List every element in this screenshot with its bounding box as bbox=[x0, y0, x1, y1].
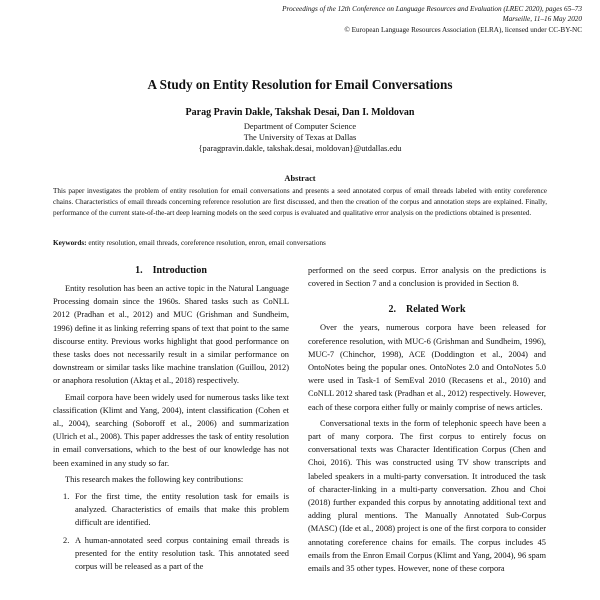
proceedings-line: Proceedings of the 12th Conference on Language Resources and Evaluation (LREC 2020), pages 65–73 bbox=[282, 5, 582, 13]
affiliation-department: Department of Computer Science bbox=[243, 122, 357, 131]
contributions-list bbox=[53, 490, 289, 573]
paper-title: A Study on Entity Resolution for Email Conversations bbox=[147, 77, 453, 92]
left-column bbox=[53, 264, 289, 573]
related-paragraph: Conversational texts in the form of telephonic speech have been a part of many corpora. The first corpus to entirely focus on conversational texts was Character Identification Corpus (Chen and Choi, 2016). This was constructed using TV show transcripts and labeled speakers in a multi-party conversation. It introduced the task of character-linking in a multi-party conversation. Zhou and Choi (2018) further expanded this corpus by annotating additional text and adding plural mentions. The Manually Annotated Sub-Corpus (MASC) (Ide et al., 2008) project is one of the first corpora to consider annotating coreference chains for emails. The corpus includes 45 emails from the Enron Email Corpus (Klimt and Yang, 2004), 96 spam emails and 35 other types. However, none of these corpora bbox=[308, 418, 546, 574]
list-number: 1. bbox=[63, 492, 70, 502]
intro-paragraph: Entity resolution has been an active topic in the Natural Language Processing domain since the 1960s. Shared tasks such as CoNLL 2012 (Pradhan et al., 2012) and MUC (Grishman and Sundheim, 1996) define it as linking referring spans of text that point to the same discourse entity. Previous works highlight that good performance on these tasks does not necessarily result in a similar performance on downstream or similar tasks like machine translation (Guillou, 2012) or anaphora resolution (Aktaş et al., 2018) respectively. bbox=[53, 284, 289, 386]
list-number: 2. bbox=[63, 535, 70, 545]
abstract-heading: Abstract bbox=[284, 174, 316, 183]
affiliation-emails: {paragpravin.dakle, takshak.desai, moldovan}@utdallas.edu bbox=[198, 144, 402, 153]
list-item-text: For the first time, the entity resolution task for emails is analyzed. Characteristics of emails that make this problem difficult are identified. bbox=[75, 492, 289, 528]
keywords-label: Keywords: bbox=[53, 239, 87, 247]
keywords bbox=[53, 238, 547, 249]
list-item bbox=[53, 490, 289, 530]
right-column bbox=[308, 264, 546, 578]
introduction-heading: 1. Introduction bbox=[135, 265, 207, 276]
list-item bbox=[53, 534, 289, 574]
intro-paragraph: This research makes the following key contributions: bbox=[65, 474, 244, 484]
continuation-paragraph: performed on the seed corpus. Error analysis on the predictions is covered in Section 7 and a conclusion is provided in Section 8. bbox=[308, 266, 546, 289]
intro-paragraph: Email corpora have been widely used for numerous tasks like text classification (Klimt and Yang, 2004), intent classification (Cohen et al., 2004), searching (Soboroff et al., 2006) and summarization (Ulrich et al., 2008). This paper addresses the task of entity resolution in email conversations, which to the best of our knowledge has not been examined in any study so far. bbox=[53, 392, 289, 468]
abstract-text: This paper investigates the problem of entity resolution for email conversations and presents a seed annotated corpus of email threads labeled with entity coreference chains. Characteristics of email threads concerning reference resolution are first discussed, and then the creation of the corpus and annotation steps are explained. Finally, performance of the current state-of-the-art deep learning models on the seed corpus is evaluated and qualitative error analysis on the predictions obtained is presented. bbox=[53, 187, 547, 218]
paper-authors: Parag Pravin Dakle, Takshak Desai, Dan I. Moldovan bbox=[185, 107, 415, 118]
proceedings-header bbox=[222, 4, 582, 35]
keywords-text: entity resolution, email threads, coreference resolution, enron, email conversations bbox=[88, 239, 326, 247]
list-item-text: A human-annotated seed corpus containing email threads is presented for the entity resolution task. This annotated seed corpus will be released as a part of the bbox=[75, 535, 289, 572]
related-paragraph: Over the years, numerous corpora have been released for coreference resolution, with MUC-6 (Grishman and Sundheim, 1996), MUC-7 (Chinchor, 1998), ACE (Doddington et al., 2004) and OntoNotes being the popular ones. OntoNotes 2.0 and OntoNotes 5.0 were used in Task-1 of SemEval 2010 (Recasens et al., 2010) and CoNLL 2012 shared task (Pradhan et al., 2012) respectively. However, each of these corpora either fully or mainly comprise of news articles. bbox=[308, 323, 546, 412]
affiliation bbox=[0, 121, 600, 154]
license-line: © European Language Resources Association (ELRA), licensed under CC-BY-NC bbox=[344, 25, 582, 34]
related-work-heading: 2. Related Work bbox=[388, 304, 466, 316]
affiliation-university: The University of Texas at Dallas bbox=[243, 133, 357, 142]
location-line: Marseille, 11–16 May 2020 bbox=[502, 15, 582, 24]
